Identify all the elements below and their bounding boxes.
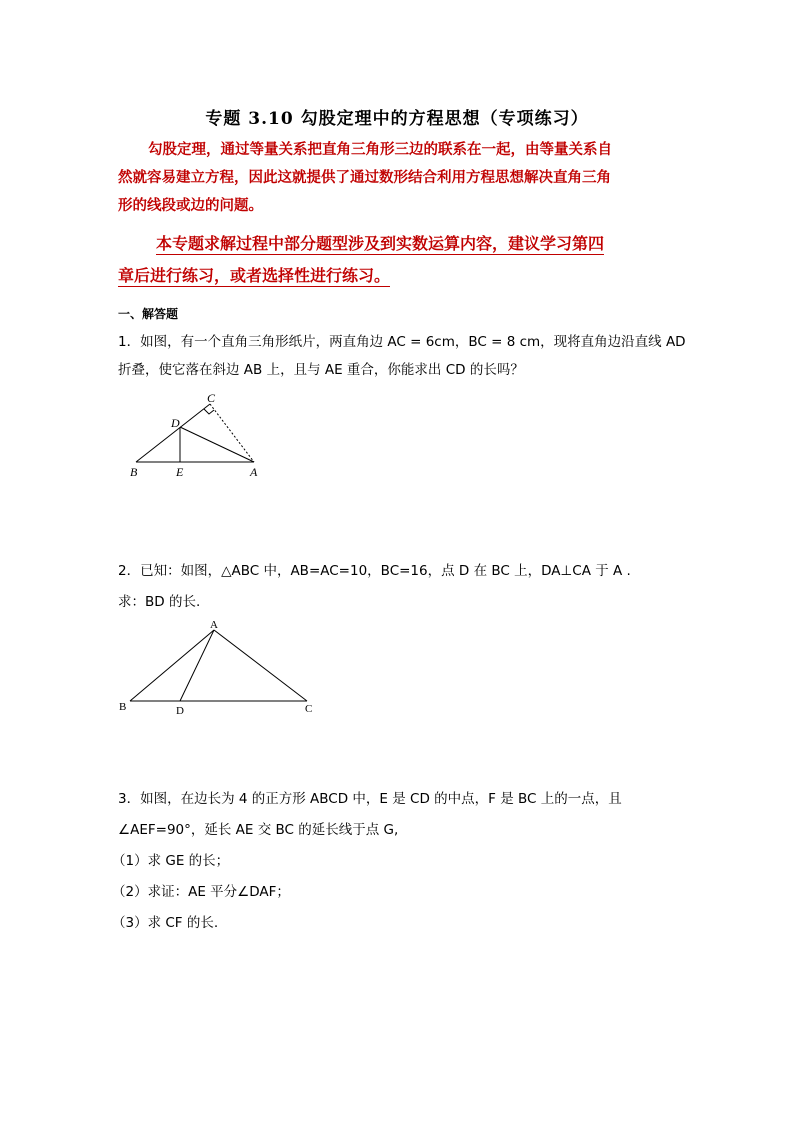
note-line-2 — [118, 260, 678, 292]
figure-1 — [120, 390, 280, 490]
question-3-sub-2: （2）求证：AE 平分∠DAF； — [112, 884, 290, 900]
page-title: 专题 3.10 勾股定理中的方程思想（专项练习） — [205, 109, 589, 129]
fig1-right-angle-mark — [204, 409, 214, 414]
fig1-label-B: B — [130, 465, 138, 479]
section-heading: 一、解答题 — [118, 307, 179, 321]
question-3-sub-3: （3）求 CF 的长. — [112, 915, 219, 931]
fig1-side-BC — [136, 404, 210, 462]
fig1-label-C: C — [207, 391, 216, 405]
intro-line-2: 然就容易建立方程，因此这就提供了通过数形结合利用方程思想解决直角三角 — [118, 169, 611, 186]
question-2-line-1: 2．已知：如图，△ABC 中，AB=AC=10，BC=16，点 D 在 BC 上，DA⊥CA 于 A . — [118, 563, 631, 579]
intro-line-3: 形的线段或边的问题。 — [118, 197, 263, 214]
question-1-line-1: 1．如图，有一个直角三角形纸片，两直角边 AC = 6cm，BC = 8 cm，现将直角边沿直线 AD — [118, 334, 686, 350]
fig1-label-E: E — [176, 465, 184, 479]
fig1-segment-AD — [180, 427, 254, 462]
fig2-side-AC — [214, 630, 307, 701]
note-line-1 — [118, 228, 678, 260]
fig2-label-B: B — [119, 701, 127, 713]
fig2-side-AB — [130, 630, 214, 701]
fig2-label-A: A — [210, 619, 218, 631]
fig2-label-D: D — [176, 705, 184, 717]
question-1-line-2: 折叠，使它落在斜边 AB 上，且与 AE 重合，你能求出 CD 的长吗？ — [118, 362, 524, 378]
intro-line-1: 勾股定理，通过等量关系把直角三角形三边的联系在一起，由等量关系自 — [148, 141, 612, 158]
fig1-label-D: D — [171, 416, 180, 430]
question-2-line-2: 求：BD 的长. — [118, 594, 201, 610]
question-3-line-2: ∠AEF=90°，延长 AE 交 BC 的延长线于点 G, — [118, 822, 399, 838]
figure-2 — [115, 615, 325, 720]
question-3-line-1: 3．如图，在边长为 4 的正方形 ABCD 中，E 是 CD 的中点，F 是 BC 上的一点，且 — [118, 791, 622, 807]
note-text-2: 章后进行练习，或者选择性进行练习。 — [118, 266, 391, 285]
fig1-dotted-CA — [210, 404, 254, 462]
note-text-1: 本专题求解过程中部分题型涉及到实数运算内容，建议学习第四 — [156, 234, 605, 253]
fig2-label-C: C — [305, 703, 313, 715]
question-3-sub-1: （1）求 GE 的长； — [112, 853, 230, 869]
fig1-label-A: A — [250, 465, 258, 479]
fig2-segment-AD — [180, 630, 214, 701]
